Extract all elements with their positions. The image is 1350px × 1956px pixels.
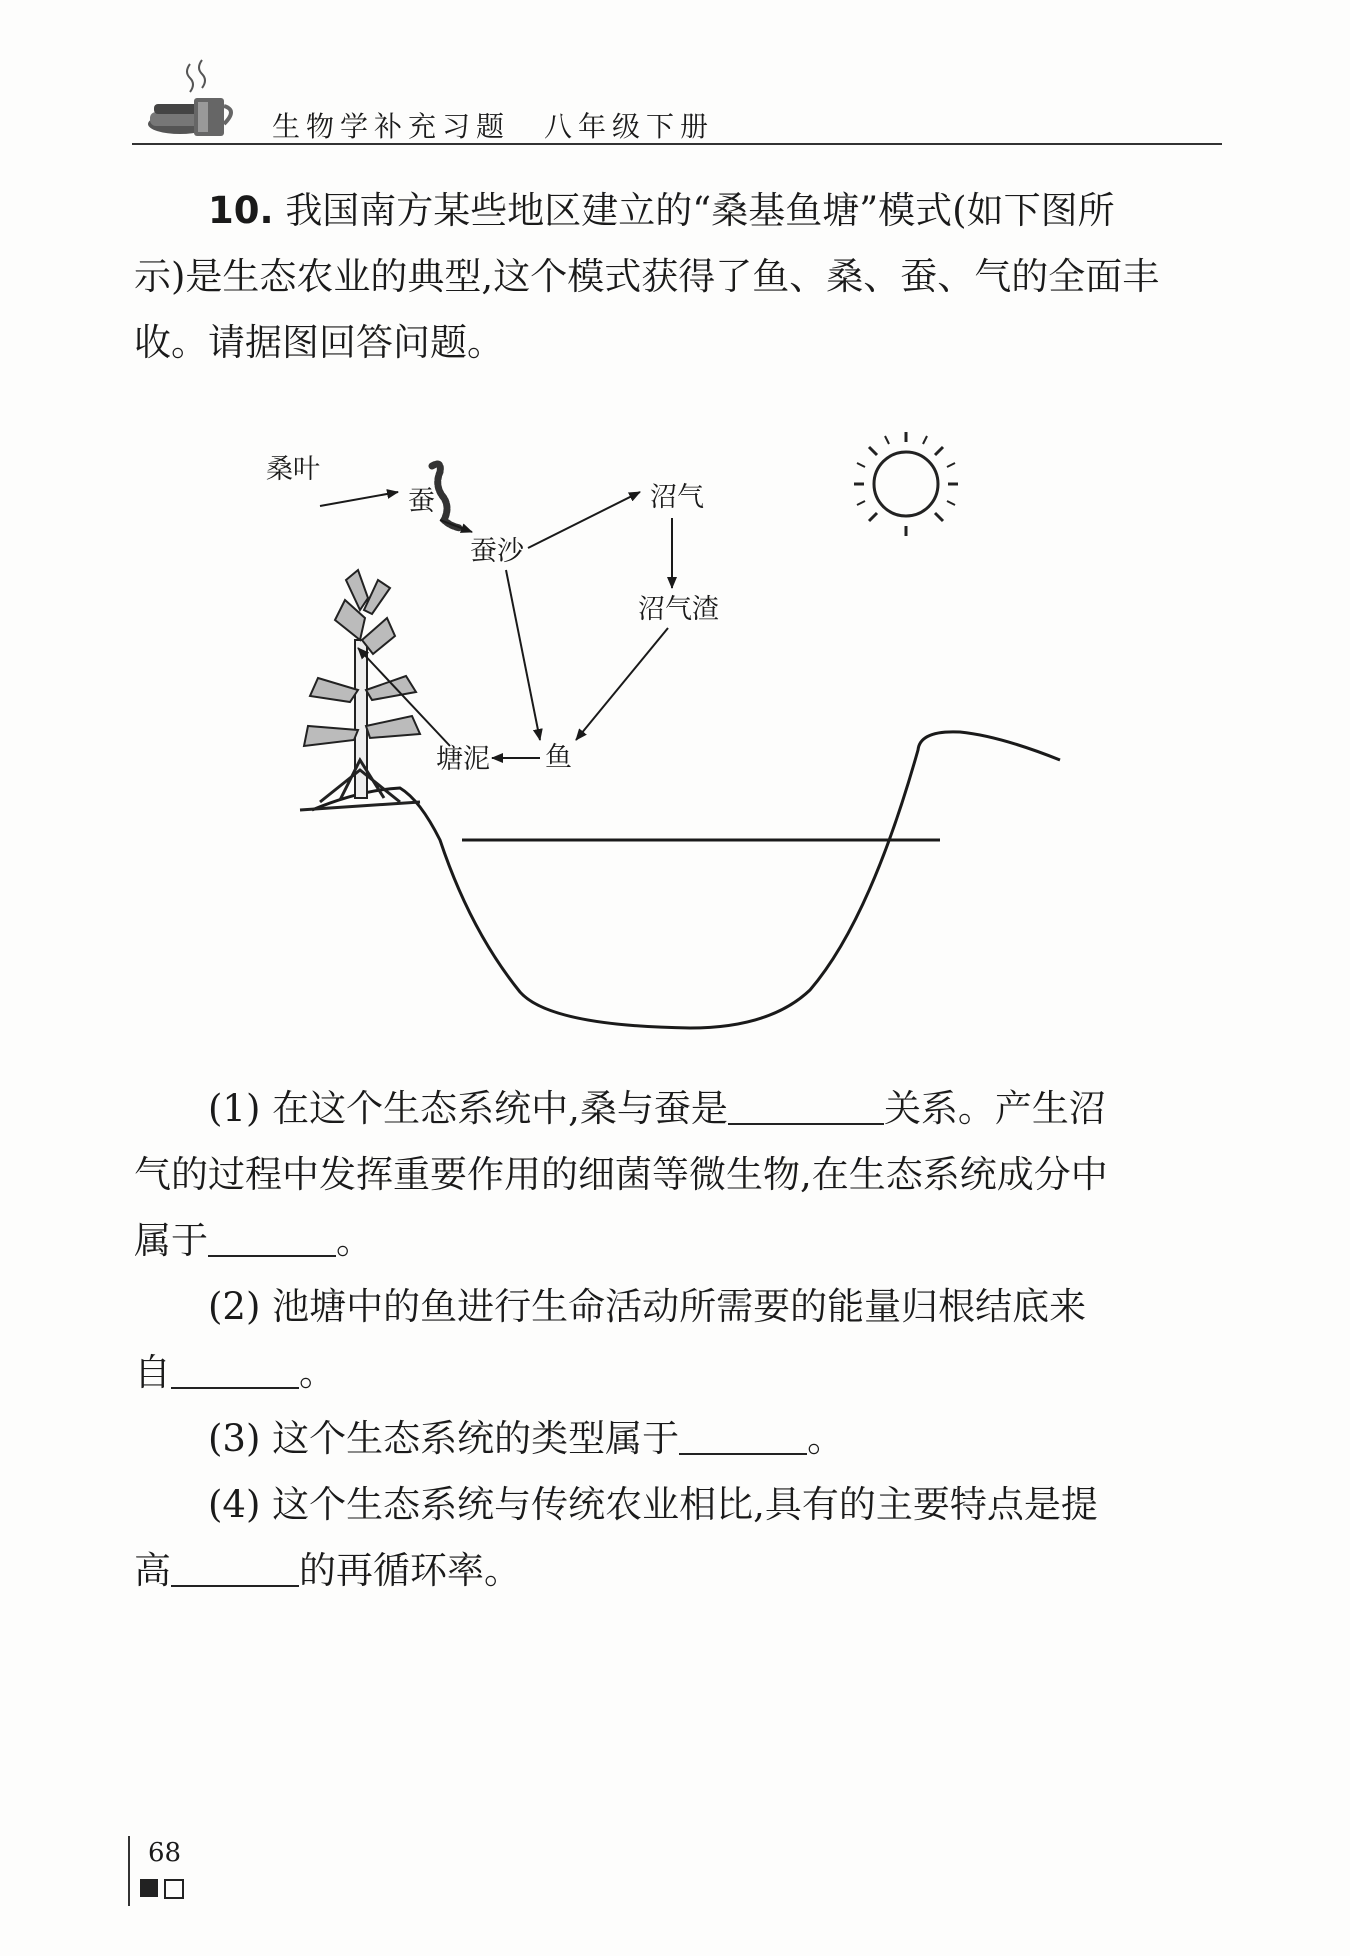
page-header	[132, 50, 1222, 145]
empty-square-icon	[164, 1879, 184, 1899]
header-divider	[132, 143, 1222, 145]
answer-blank-1a[interactable]	[728, 1093, 884, 1125]
footer-divider	[128, 1836, 130, 1906]
label-fish: 鱼	[545, 742, 572, 773]
subquestion-3: (3) 这个生态系统的类型属于 。	[208, 1417, 845, 1460]
answer-blank-1b[interactable]	[208, 1225, 336, 1257]
question-line-1: 10. 我国南方某些地区建立的“桑基鱼塘”模式(如下图所	[208, 189, 1115, 232]
answer-blank-4[interactable]	[171, 1555, 299, 1587]
label-silkworm: 蚕	[408, 486, 435, 517]
subquestion-1: (1) 在这个生态系统中,桑与蚕是 关系。产生沼 气的过程中发挥重要作用的细菌等微生物,在生态系统成分中 属于 。	[134, 1087, 1108, 1262]
silkworm-icon	[432, 464, 460, 528]
page-number: 68	[148, 1838, 182, 1868]
arrow-mulberry-to-silkworm	[320, 492, 398, 506]
label-mulberry: 桑叶	[266, 454, 320, 485]
mulberry-fishpond-diagram	[266, 430, 1080, 1050]
header-title: 生物学补充习题 八年级下册	[272, 110, 715, 143]
arrow-droppings-to-fish	[506, 570, 540, 740]
label-pond-mud: 塘泥	[436, 744, 490, 775]
answer-blank-2[interactable]	[171, 1357, 299, 1389]
label-silkworm-droppings: 蚕沙	[470, 536, 524, 567]
sun-icon	[854, 432, 958, 536]
question-intro	[134, 178, 1220, 376]
answer-blank-3[interactable]	[679, 1423, 807, 1455]
arrow-droppings-to-biogas	[528, 492, 640, 548]
question-line-2: 示)是生态农业的典型,这个模式获得了鱼、桑、蚕、气的全面丰	[134, 255, 1160, 298]
arrow-residue-to-fish	[576, 628, 668, 740]
question-line-3: 收。请据图回答问题。	[134, 321, 504, 364]
subquestion-2: (2) 池塘中的鱼进行生命活动所需要的能量归根结底来 自 。	[134, 1285, 1087, 1394]
filled-square-icon	[140, 1879, 158, 1897]
subquestion-4: (4) 这个生态系统与传统农业相比,具有的主要特点是提 高 的再循环率。	[134, 1483, 1098, 1592]
mulberry-plant-icon	[300, 570, 420, 810]
label-biogas-residue: 沼气渣	[638, 594, 719, 625]
pond-bank-outline	[312, 732, 1060, 1028]
label-biogas: 沼气	[650, 482, 704, 513]
question-number: 10.	[208, 189, 274, 232]
